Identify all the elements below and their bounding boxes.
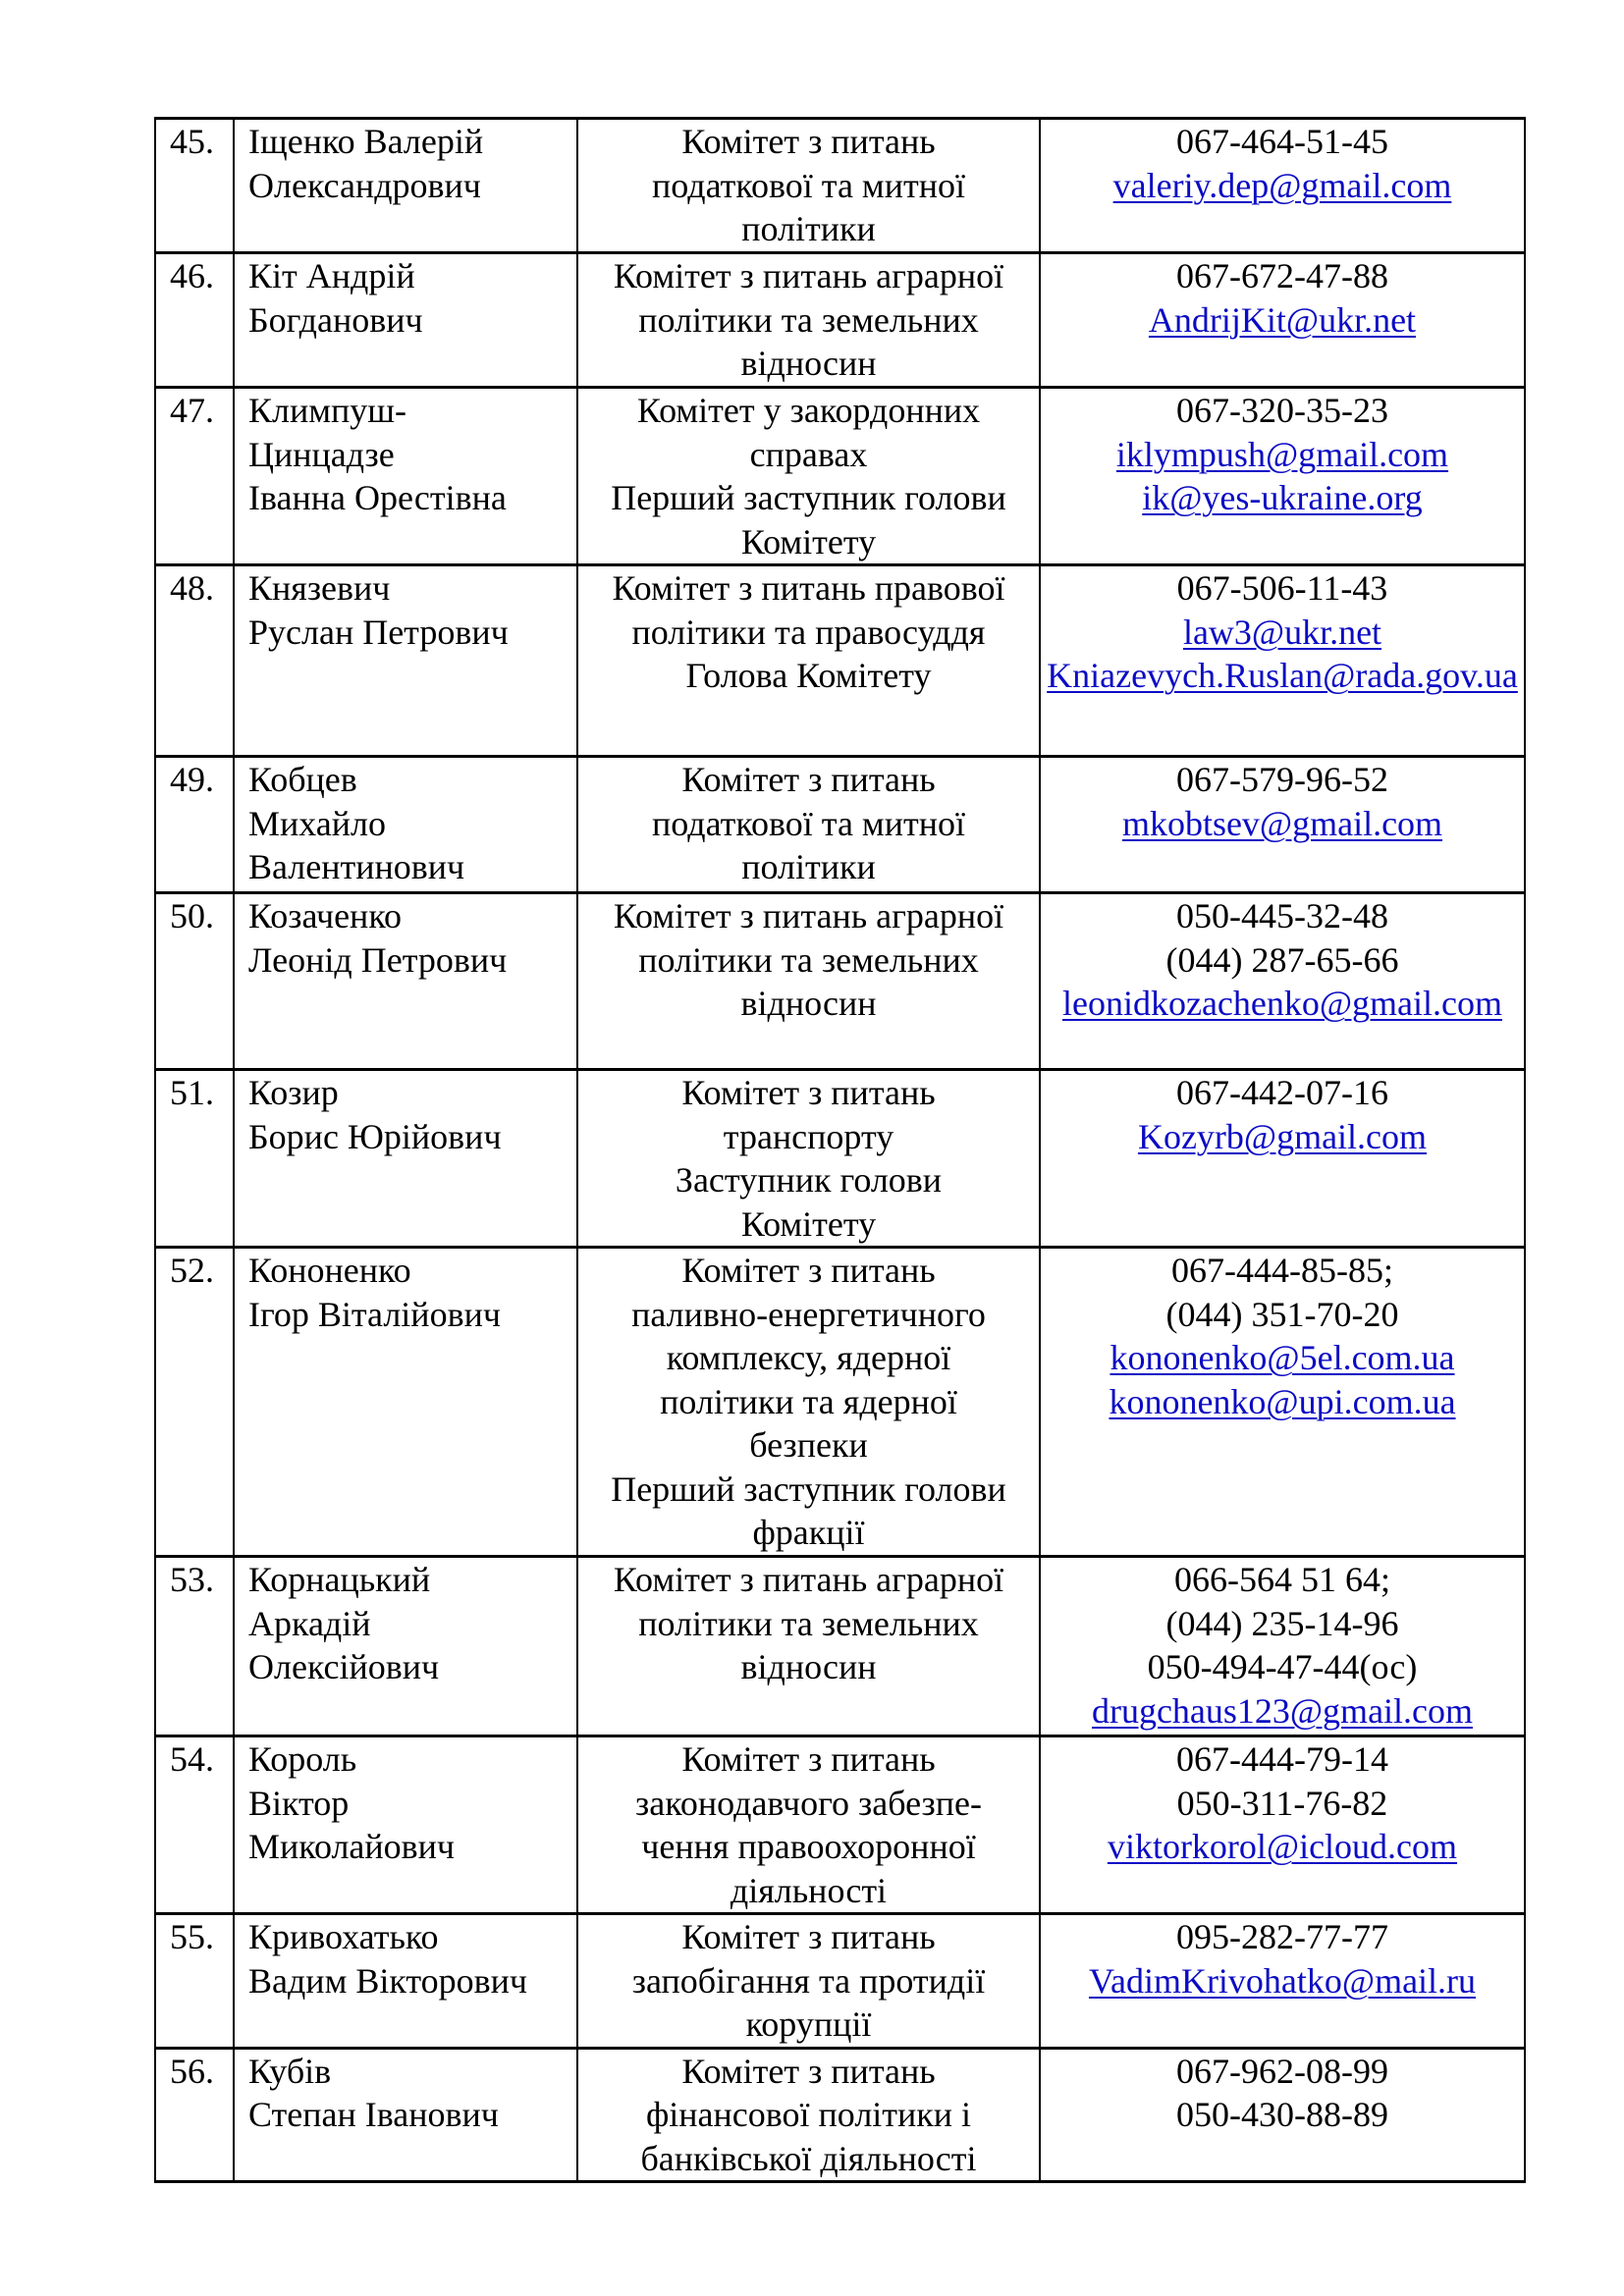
email-line — [1047, 1689, 1518, 1734]
deputy-name-line: Кіт Андрій — [248, 256, 415, 295]
row-number-text: 46. — [170, 256, 214, 295]
committee-line: відносин — [740, 984, 877, 1023]
phone-number: 067-962-08-99 — [1176, 2051, 1388, 2091]
deputy-name-cell — [234, 2048, 577, 2182]
committee-line: Комітет у закордонних — [636, 391, 981, 430]
contact-cell — [1040, 893, 1525, 1070]
committee-line: Комітет з питань — [681, 1073, 936, 1112]
committee-line: діяльності — [730, 1870, 888, 1910]
deputy-name-cell — [234, 119, 577, 253]
deputy-name-cell — [234, 1070, 577, 1248]
deputy-name-line: Леонід Петрович — [248, 939, 508, 980]
committee-cell — [577, 1557, 1040, 1736]
phone-number: 067-442-07-16 — [1176, 1073, 1388, 1112]
committee-cell — [577, 1736, 1040, 1914]
contact-cell — [1040, 1914, 1525, 2049]
deputy-name-line: Князевич — [248, 568, 391, 608]
contact-cell — [1040, 565, 1525, 757]
deputy-name-line: Руслан Петрович — [248, 612, 509, 652]
committee-line: транспорту — [723, 1116, 894, 1156]
committee-line: політики — [741, 847, 876, 886]
committee-line: Комітет з питань правової — [612, 568, 1005, 608]
email-link[interactable]: drugchaus123@gmail.com — [1091, 1690, 1474, 1731]
deputy-name-line: Кубів — [248, 2051, 332, 2091]
deputy-name-cell — [234, 893, 577, 1070]
committee-line: Перший заступник голови — [611, 478, 1006, 517]
row-number — [155, 565, 234, 757]
row-number — [155, 757, 234, 893]
table-row — [155, 565, 1525, 757]
email-line — [1047, 611, 1518, 655]
deputy-name-line: Аркадій — [248, 1603, 371, 1643]
deputy-name-line: Михайло — [248, 803, 387, 843]
committee-line: податкової та митної — [652, 803, 965, 843]
row-number — [155, 2048, 234, 2182]
deputy-name-line: Ігор Віталійович — [248, 1294, 501, 1334]
contact-cell — [1040, 2048, 1525, 2182]
committee-line: політики — [741, 209, 876, 248]
committee-line: Голова Комітету — [685, 656, 932, 695]
phone-number: (044) 235-14-96 — [1165, 1603, 1399, 1643]
email-link[interactable]: AndrijKit@ukr.net — [1148, 299, 1417, 340]
committee-line: Комітет з питань аграрної — [613, 1560, 1004, 1599]
email-line — [1047, 298, 1518, 343]
row-number-text: 52. — [170, 1251, 214, 1290]
phone-number: 067-444-85-85; — [1171, 1251, 1393, 1290]
email-line — [1047, 1959, 1518, 2003]
deputy-name-line: Вадим Вікторович — [248, 1960, 528, 2001]
deputy-name-line: Іщенко Валерій — [248, 122, 484, 161]
deputy-name-line: Климпуш- — [248, 391, 406, 430]
table-row — [155, 1248, 1525, 1557]
table-row — [155, 757, 1525, 893]
row-number — [155, 893, 234, 1070]
committee-line: фінансової політики і — [645, 2095, 972, 2134]
email-line — [1047, 476, 1518, 520]
row-number — [155, 1248, 234, 1557]
phone-number: (044) 287-65-66 — [1165, 939, 1399, 980]
table-row — [155, 1557, 1525, 1736]
committee-line: Комітету — [740, 1203, 877, 1244]
contact-cell — [1040, 1070, 1525, 1248]
committee-line: Комітет з питань аграрної — [613, 256, 1004, 295]
phone-number: 095-282-77-77 — [1176, 1917, 1388, 1956]
contact-cell — [1040, 119, 1525, 253]
row-number — [155, 1557, 234, 1736]
table-row — [155, 1736, 1525, 1914]
committee-cell — [577, 1070, 1040, 1248]
committee-line: Комітет з питань — [681, 1917, 936, 1956]
row-number-text: 47. — [170, 391, 214, 430]
committee-line: паливно-енергетичного — [631, 1294, 986, 1334]
email-link[interactable]: mkobtsev@gmail.com — [1121, 803, 1443, 843]
committee-line: відносин — [740, 1647, 877, 1686]
row-number-text: 45. — [170, 122, 214, 161]
deputy-name-line: Валентинович — [248, 847, 465, 886]
committee-cell — [577, 388, 1040, 565]
row-number-text: 49. — [170, 760, 214, 799]
deputy-name-line: Корнацький — [248, 1560, 431, 1599]
email-line — [1047, 654, 1518, 698]
row-number-text: 56. — [170, 2051, 214, 2091]
deputy-name-cell — [234, 1248, 577, 1557]
email-link[interactable]: valeriy.dep@gmail.com — [1112, 165, 1452, 205]
contact-cell — [1040, 388, 1525, 565]
email-line — [1047, 164, 1518, 208]
committee-cell — [577, 565, 1040, 757]
deputy-name-cell — [234, 253, 577, 388]
email-link[interactable]: viktorkorol@icloud.com — [1107, 1827, 1458, 1866]
committee-line: Комітет з питань аграрної — [613, 896, 1004, 935]
committee-line: Заступник голови — [675, 1160, 943, 1200]
deputy-name-cell — [234, 1736, 577, 1914]
row-number — [155, 1914, 234, 2049]
deputy-name-line: Богданович — [248, 299, 423, 340]
contact-cell — [1040, 757, 1525, 893]
committee-line: банківської діяльності — [640, 2138, 977, 2178]
deputy-name-cell — [234, 1557, 577, 1736]
contact-cell — [1040, 253, 1525, 388]
phone-number: 067-464-51-45 — [1176, 122, 1388, 161]
email-line — [1047, 1336, 1518, 1380]
committee-line: Комітет з питань — [681, 760, 936, 799]
phone-number: 066-564 51 64; — [1174, 1560, 1390, 1599]
committee-cell — [577, 2048, 1040, 2182]
deputy-name-line: Козаченко — [248, 896, 402, 935]
phone-number: 067-506-11-43 — [1176, 568, 1388, 608]
table-row — [155, 253, 1525, 388]
committee-line: корупції — [745, 2004, 872, 2044]
committee-cell — [577, 893, 1040, 1070]
committee-cell — [577, 1914, 1040, 2049]
committee-line: політики та ядерної — [660, 1381, 957, 1421]
deputy-name-line: Кобцев — [248, 760, 357, 799]
deputy-name-line: Олексійович — [248, 1647, 440, 1686]
email-line — [1047, 433, 1518, 477]
row-number — [155, 119, 234, 253]
table-row — [155, 1070, 1525, 1248]
row-number — [155, 388, 234, 565]
email-link[interactable]: leonidkozachenko@gmail.com — [1061, 984, 1502, 1023]
committee-line: фракції — [752, 1513, 865, 1552]
phone-number: 067-320-35-23 — [1176, 391, 1388, 430]
deputy-name-line: Кононенко — [248, 1251, 411, 1290]
table-row — [155, 388, 1525, 565]
committee-line: Комітет з питань — [681, 1739, 936, 1779]
committee-cell — [577, 253, 1040, 388]
committee-line: політики та земельних — [638, 939, 979, 980]
committee-cell — [577, 1248, 1040, 1557]
email-link[interactable]: Kniazevych.Ruslan@rada.gov.ua — [1047, 656, 1518, 695]
committee-line: чення правоохоронної — [641, 1827, 976, 1866]
phone-number: (044) 351-70-20 — [1165, 1294, 1399, 1334]
committee-line: Комітет з питань — [681, 1251, 936, 1290]
phone-number: 067-672-47-88 — [1176, 256, 1388, 295]
row-number — [155, 253, 234, 388]
committee-line: безпеки — [749, 1425, 868, 1465]
contacts-table-body — [155, 119, 1525, 2182]
deputy-name-line: Борис Юрійович — [248, 1116, 502, 1156]
row-number-text: 55. — [170, 1917, 214, 1956]
committee-line: політики та правосуддя — [631, 612, 986, 652]
contact-cell — [1040, 1557, 1525, 1736]
table-row — [155, 1914, 1525, 2049]
email-link[interactable]: VadimKrivohatko@mail.ru — [1088, 1960, 1477, 2001]
committee-line: Перший заступник голови — [611, 1468, 1006, 1509]
committee-line: відносин — [740, 344, 877, 383]
deputy-name-line: Іванна Орестівна — [248, 478, 507, 517]
row-number — [155, 1070, 234, 1248]
row-number-text: 48. — [170, 568, 214, 608]
email-link[interactable]: law3@ukr.net — [1182, 612, 1382, 652]
deputy-name-line: Миколайович — [248, 1827, 456, 1866]
table-row — [155, 119, 1525, 253]
row-number — [155, 1736, 234, 1914]
contacts-table — [154, 117, 1526, 2183]
deputy-name-cell — [234, 388, 577, 565]
email-link[interactable]: ik@yes-ukraine.org — [1142, 478, 1423, 517]
deputy-name-line: Кривохатько — [248, 1917, 439, 1956]
contact-cell — [1040, 1736, 1525, 1914]
phone-number: 050-445-32-48 — [1176, 896, 1388, 935]
email-line — [1047, 802, 1518, 846]
deputy-name-cell — [234, 1914, 577, 2049]
deputy-name-line: Олександрович — [248, 165, 481, 205]
deputy-name-line: Козир — [248, 1073, 339, 1112]
phone-number: 050-430-88-89 — [1176, 2095, 1388, 2134]
email-line — [1047, 1825, 1518, 1869]
committee-cell — [577, 757, 1040, 893]
committee-line: запобігання та протидії — [631, 1960, 986, 2001]
committee-line: політики та земельних — [638, 1603, 979, 1643]
email-line — [1047, 1380, 1518, 1424]
committee-line: справах — [749, 434, 868, 474]
committee-line: Комітету — [740, 521, 877, 561]
committee-line: податкової та митної — [652, 165, 965, 205]
phone-number: 050-494-47-44(ос) — [1147, 1647, 1418, 1686]
email-line — [1047, 1115, 1518, 1159]
email-line — [1047, 982, 1518, 1026]
committee-line: Комітет з питань — [681, 2051, 936, 2091]
deputy-name-line: Король — [248, 1739, 357, 1779]
row-number-text: 54. — [170, 1739, 214, 1779]
phone-number: 067-579-96-52 — [1176, 760, 1388, 799]
table-row — [155, 893, 1525, 1070]
deputy-name-cell — [234, 757, 577, 893]
row-number-text: 53. — [170, 1560, 214, 1599]
committee-line: Комітет з питань — [681, 122, 936, 161]
phone-number: 050-311-76-82 — [1176, 1783, 1388, 1823]
committee-line: законодавчого забезпе- — [635, 1783, 982, 1823]
email-link[interactable]: kononenko@upi.com.ua — [1109, 1381, 1456, 1421]
email-link[interactable]: kononenko@5el.com.ua — [1110, 1338, 1455, 1377]
committee-line: політики та земельних — [638, 299, 979, 340]
row-number-text: 50. — [170, 896, 214, 935]
deputy-name-line: Віктор — [248, 1783, 350, 1823]
phone-number: 067-444-79-14 — [1176, 1739, 1388, 1779]
deputy-name-line: Цинцадзе — [248, 434, 395, 474]
committee-cell — [577, 119, 1040, 253]
table-row — [155, 2048, 1525, 2182]
contact-cell — [1040, 1248, 1525, 1557]
deputy-name-line: Степан Іванович — [248, 2095, 499, 2134]
email-link[interactable]: iklympush@gmail.com — [1115, 434, 1449, 474]
email-link[interactable]: Kozyrb@gmail.com — [1137, 1116, 1428, 1156]
deputy-name-cell — [234, 565, 577, 757]
row-number-text: 51. — [170, 1073, 214, 1112]
committee-line: комплексу, ядерної — [666, 1338, 951, 1377]
